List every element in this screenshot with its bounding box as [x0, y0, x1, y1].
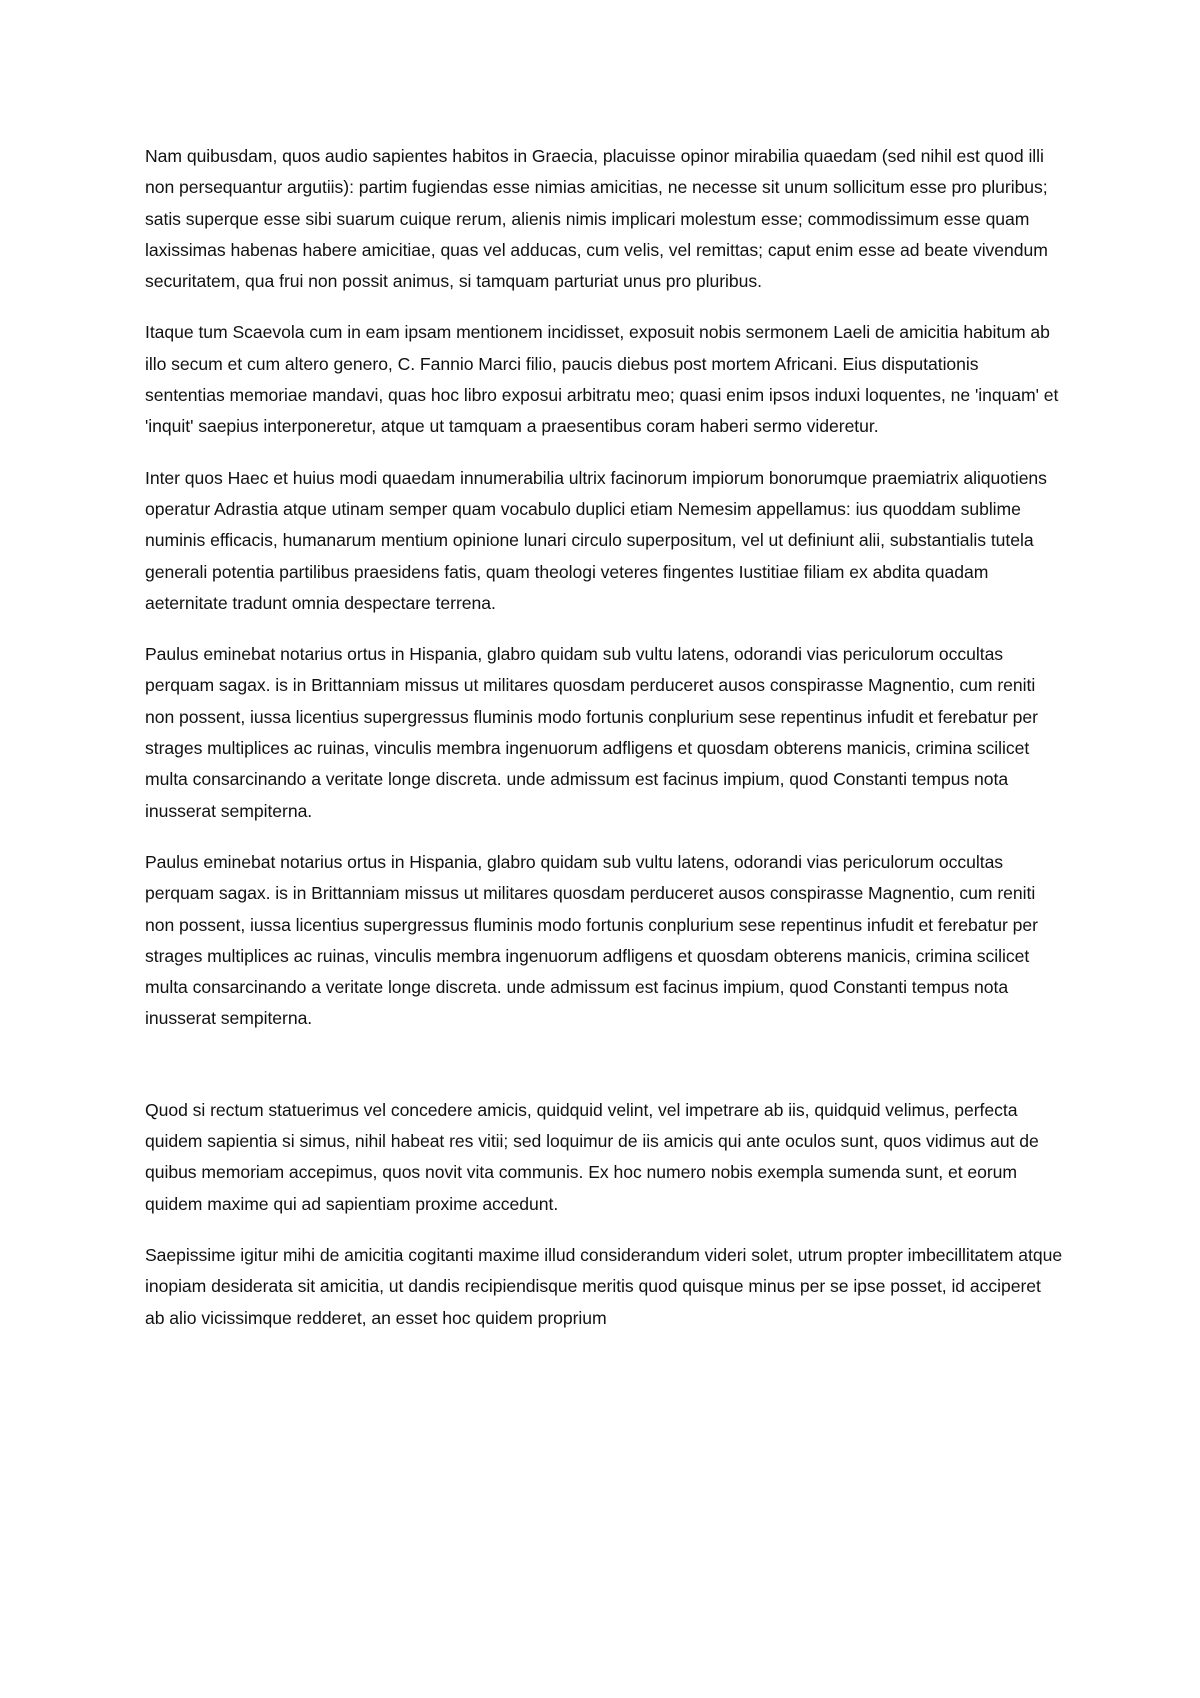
document-body [145, 141, 1063, 1354]
paragraph-7: Saepissime igitur mihi de amicitia cogitanti maxime illud considerandum videri solet, utrum propter imbecillitatem atque inopiam desiderata sit amicitia, ut dandis recipiendisque meritis quod quisque minus per se ipse posset, id acciperet ab alio vicissimque redderet, an esset hoc quidem proprium [145, 1244, 1063, 1328]
paragraph-2: Itaque tum Scaevola cum in eam ipsam mentionem incidisset, exposuit nobis sermonem Laeli de amicitia habitum ab illo secum et cum altero genero, C. Fannio Marci filio, paucis diebus post mortem Africani. Eius disputationis sententias memoriae mandavi, quas hoc libro exposui arbitratu meo; quasi enim ipsos induxi loquentes, ne 'inquam' et 'inquit' saepius interponeretur, atque ut tamquam a praesentibus coram haberi sermo videretur. [145, 322, 1059, 437]
paragraph-4: Paulus eminebat notarius ortus in Hispania, glabro quidam sub vultu latens, odorandi vias periculorum occultas perquam sagax. is in Brittanniam missus ut militares quosdam perduceret ausos conspirasse Magnentio, cum reniti non possent, iussa licentius supergressus fluminis modo fortunis conplurium sese repentinus infudit et ferebatur per strages multiplices ac ruinas, vinculis membra ingenuorum adfligens et quosdam obterens manicis, crimina scilicet multa consarcinando a veritate longe discreta. unde admissum est facinus impium, quod Constanti tempus nota inusserat sempiterna. [145, 644, 1038, 821]
paragraph-5: Paulus eminebat notarius ortus in Hispania, glabro quidam sub vultu latens, odorandi vias periculorum occultas perquam sagax. is in Brittanniam missus ut militares quosdam perduceret ausos conspirasse Magnentio, cum reniti non possent, iussa licentius supergressus fluminis modo fortunis conplurium sese repentinus infudit et ferebatur per strages multiplices ac ruinas, vinculis membra ingenuorum adfligens et quosdam obterens manicis, crimina scilicet multa consarcinando a veritate longe discreta. unde admissum est facinus impium, quod Constanti tempus nota inusserat sempiterna. [145, 851, 1038, 1029]
paragraph-6: Quod si rectum statuerimus vel concedere amicis, quidquid velint, vel impetrare ab iis, quidquid velimus, perfecta quidem sapientia si simus, nihil habeat res vitii; sed loquimur de iis amicis qui ante oculos sunt, quos vidimus aut de quibus memoriam accepimus, quos novit vita communis. Ex hoc numero nobis exempla sumenda sunt, et eorum quidem maxime qui ad sapientiam proxime accedunt. [145, 1099, 1039, 1214]
paragraph-3: Inter quos Haec et huius modi quaedam innumerabilia ultrix facinorum impiorum bonorumque praemiatrix aliquotiens operatur Adrastia atque utinam semper quam vocabulo duplici etiam Nemesim appellamus: ius quoddam sublime numinis efficacis, humanarum mentium opinione lunari circulo superpositum, vel ut definiunt alii, substantialis tutela generali potentia partilibus praesidens fatis, quam theologi veteres fingentes Iustitiae filiam ex abdita quadam aeternitate tradunt omnia despectare terrena. [145, 467, 1047, 613]
paragraph-1: Nam quibusdam, quos audio sapientes habitos in Graecia, placuisse opinor mirabilia quaedam (sed nihil est quod illi non persequantur argutiis): partim fugiendas esse nimias amicitias, ne necesse sit unum sollicitum esse pro pluribus; satis superque esse sibi suarum cuique rerum, alienis nimis implicari molestum esse; commodissimum esse quam laxissimas habenas habere amicitiae, quas vel adducas, cum velis, vel remittas; caput enim esse ad beate vivendum securitatem, qua frui non possit animus, si tamquam parturiat unus pro pluribus. [145, 146, 1048, 292]
